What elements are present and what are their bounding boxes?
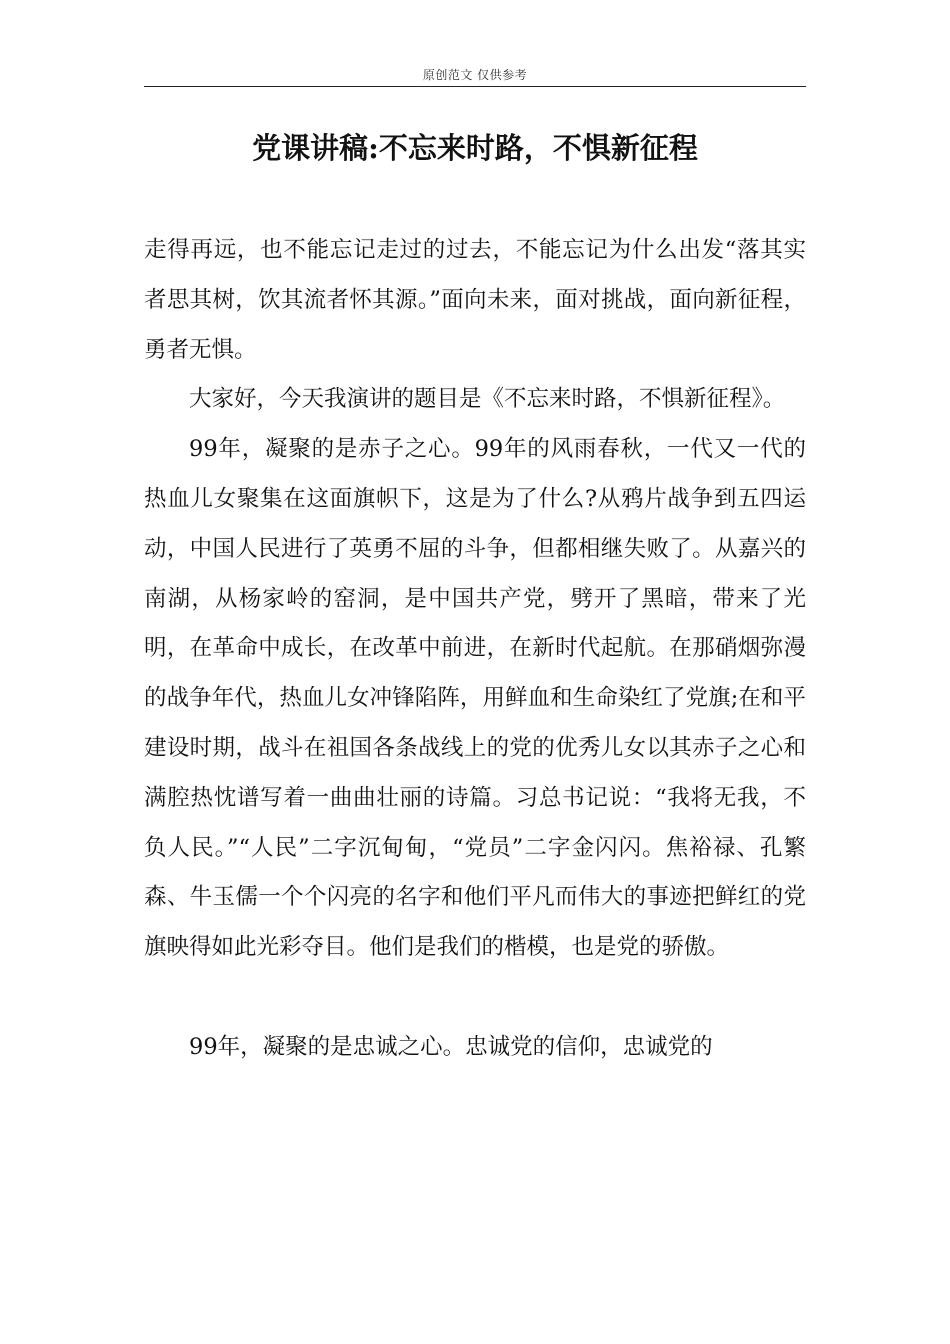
paragraph-spacer xyxy=(144,973,806,1023)
header-text: 原创范文 仅供参考 xyxy=(422,68,528,82)
page-header xyxy=(144,64,806,87)
paragraph-greeting: 大家好，今天我演讲的题目是《不忘来时路，不惧新征程》。 xyxy=(189,386,786,413)
paragraph-loyal-heart: 99年，凝聚的是忠诚之心。忠诚党的信仰，忠诚党的 xyxy=(189,1033,713,1060)
paragraph-intro: 走得再远，也不能忘记走过的过去，不能忘记为什么出发“落其实者思其树，饮其流者怀其源。”面向未来，面对挑战，面向新征程，勇者无惧。 xyxy=(144,237,806,363)
paragraph-red-heart: 99年，凝聚的是赤子之心。99年的风雨春秋，一代又一代的热血儿女聚集在这面旗帜下，这是为了什么?从鸦片战争到五四运动，中国人民进行了英勇不屈的斗争，但都相继失败了。从嘉兴的南湖，从杨家岭的窑洞，是中国共产党，劈开了黑暗，带来了光明，在革命中成长，在改革中前进，在新时代起航。在那硝烟弥漫的战争年代，热血儿女冲锋陷阵，用鲜血和生命染红了党旗;在和平建设时期，战斗在祖国各条战线上的党的优秀儿女以其赤子之心和满腔热忱谱写着一曲曲壮丽的诗篇。习总书记说：“我将无我，不负人民。”“人民”二字沉甸甸，“党员”二字金闪闪。焦裕禄、孔繁森、牛玉儒一个个闪亮的名字和他们平凡而伟大的事迹把鲜红的党旗映得如此光彩夺目。他们是我们的楷模，也是党的骄傲。 xyxy=(144,436,806,961)
document-title: 党课讲稿:不忘来时路，不惧新征程 xyxy=(252,131,698,165)
document-body xyxy=(144,226,806,1073)
